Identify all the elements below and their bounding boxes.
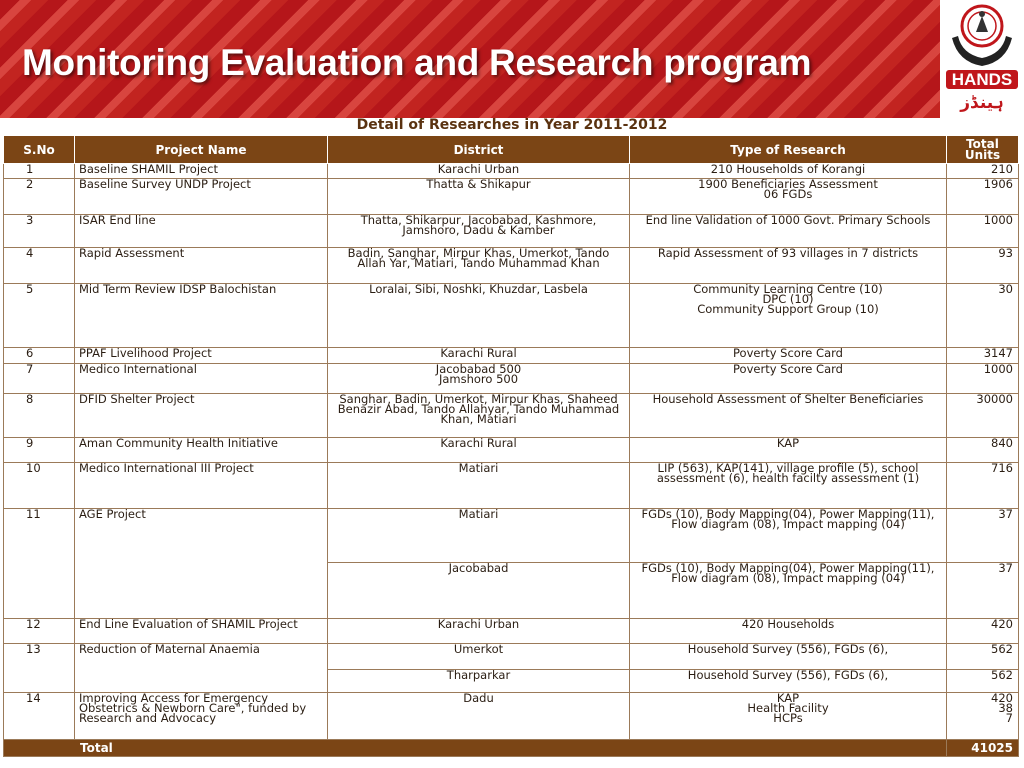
cell-sno: 4 [4,248,75,284]
cell-project-name: Mid Term Review IDSP Balochistan [75,284,328,348]
cell-project-name: AGE Project [75,509,328,619]
cell-district: Tharparkar [328,670,630,693]
cell-sno: 7 [4,364,75,394]
cell-sno: 10 [4,463,75,509]
header-sno: S.No [4,136,75,164]
cell-type-of-research: KAP [630,438,947,463]
cell-total-units: 1000 [947,215,1019,248]
cell-type-of-research: Community Learning Centre (10) DPC (10) Community Support Group (10) [630,284,947,348]
cell-sno: 12 [4,619,75,644]
table-row [4,284,1019,348]
cell-type-of-research: LIP (563), KAP(141), village profile (5), school assessment (6), health facilty assessment (1) [630,463,947,509]
cell-project-name: Aman Community Health Initiative [75,438,328,463]
cell-type-of-research: Household Survey (556), FGDs (6), [630,670,947,693]
research-table [3,135,1019,757]
table-title: Detail of Researches in Year 2011-2012 [356,117,668,133]
cell-sno: 3 [4,215,75,248]
cell-sno: 11 [4,509,75,619]
total-label: Total [4,740,947,757]
cell-project-name: Medico International [75,364,328,394]
cell-sno: 14 [4,693,75,740]
cell-type-of-research: Household Survey (556), FGDs (6), [630,644,947,670]
cell-total-units: 420 [947,619,1019,644]
table-row [4,619,1019,644]
cell-district: Karachi Rural [328,438,630,463]
cell-project-name: PPAF Livelihood Project [75,348,328,364]
cell-sno: 8 [4,394,75,438]
cell-total-units: 1000 [947,364,1019,394]
table-row [4,215,1019,248]
cell-total-units: 420 38 7 [947,693,1019,740]
cell-project-name: Medico International III Project [75,463,328,509]
cell-total-units: 3147 [947,348,1019,364]
cell-project-name: ISAR End line [75,215,328,248]
table-header-row [4,136,1019,164]
cell-type-of-research: KAP Health Facility HCPs [630,693,947,740]
slide-title: Monitoring Evaluation and Research program [22,42,812,83]
cell-total-units: 562 [947,644,1019,670]
cell-total-units: 1906 [947,179,1019,215]
cell-district: Loralai, Sibi, Noshki, Khuzdar, Lasbela [328,284,630,348]
cell-district: Dadu [328,693,630,740]
cell-type-of-research: 420 Households [630,619,947,644]
table-row [4,394,1019,438]
title-banner [0,0,1024,118]
cell-total-units: 93 [947,248,1019,284]
logo-wordmark: HANDS [946,70,1018,89]
cell-total-units: 716 [947,463,1019,509]
cell-district: Jacobabad 500 Jamshoro 500 [328,364,630,394]
cell-district: Karachi Urban [328,619,630,644]
header-type-of-research: Type of Research [630,136,947,164]
cell-district: Matiari [328,463,630,509]
cell-district: Thatta, Shikarpur, Jacobabad, Kashmore, Jamshoro, Dadu & Kamber [328,215,630,248]
cell-total-units: 37 [947,509,1019,563]
table-row [4,179,1019,215]
hands-emblem-icon [948,2,1016,68]
cell-sno: 5 [4,284,75,348]
cell-sno: 1 [4,164,75,179]
cell-district: Sanghar, Badin, Umerkot, Mirpur Khas, Shaheed Benazir Abad, Tando Allahyar, Tando Muhammad Khan, Matiari [328,394,630,438]
header-project-name: Project Name [75,136,328,164]
table-row [4,248,1019,284]
table-row [4,644,1019,670]
cell-district: Umerkot [328,644,630,670]
cell-type-of-research: FGDs (10), Body Mapping(04), Power Mapping(11), Flow diagram (08), Impact mapping (04) [630,509,947,563]
cell-district: Jacobabad [328,563,630,619]
cell-district: Karachi Rural [328,348,630,364]
table-row [4,693,1019,740]
cell-project-name: End Line Evaluation of SHAMIL Project [75,619,328,644]
cell-district: Karachi Urban [328,164,630,179]
cell-type-of-research: Poverty Score Card [630,364,947,394]
cell-project-name: Reduction of Maternal Anaemia [75,644,328,693]
cell-project-name: Improving Access for Emergency Obstetrics & Newborn Care", funded by Research and Advocacy [75,693,328,740]
cell-sno: 2 [4,179,75,215]
cell-project-name: Baseline SHAMIL Project [75,164,328,179]
table-row [4,364,1019,394]
cell-total-units: 30000 [947,394,1019,438]
logo-urdu-text: ہینڈز [960,93,1004,113]
cell-type-of-research: End line Validation of 1000 Govt. Primary Schools [630,215,947,248]
cell-district: Badin, Sanghar, Mirpur Khas, Umerkot, Tando Allah Yar, Matiari, Tando Muhammad Khan [328,248,630,284]
cell-project-name: Baseline Survey UNDP Project [75,179,328,215]
total-value: 41025 [947,740,1019,757]
cell-type-of-research: FGDs (10), Body Mapping(04), Power Mapping(11), Flow diagram (08), Impact mapping (04) [630,563,947,619]
cell-type-of-research: 210 Households of Korangi [630,164,947,179]
cell-sno: 9 [4,438,75,463]
header-district: District [328,136,630,164]
hands-logo [940,0,1024,118]
cell-project-name: Rapid Assessment [75,248,328,284]
header-total-units: Total Units [947,136,1019,164]
table-row [4,438,1019,463]
cell-total-units: 37 [947,563,1019,619]
cell-sno: 13 [4,644,75,693]
cell-total-units: 562 [947,670,1019,693]
cell-sno: 6 [4,348,75,364]
cell-project-name: DFID Shelter Project [75,394,328,438]
table-row [4,509,1019,563]
table-row [4,463,1019,509]
cell-type-of-research: Household Assessment of Shelter Beneficiaries [630,394,947,438]
research-table-container [3,135,1018,757]
cell-district: Matiari [328,509,630,563]
total-row [4,740,1019,757]
cell-district: Thatta & Shikapur [328,179,630,215]
cell-total-units: 210 [947,164,1019,179]
cell-total-units: 30 [947,284,1019,348]
cell-total-units: 840 [947,438,1019,463]
cell-type-of-research: Rapid Assessment of 93 villages in 7 districts [630,248,947,284]
cell-type-of-research: 1900 Beneficiaries Assessment 06 FGDs [630,179,947,215]
cell-type-of-research: Poverty Score Card [630,348,947,364]
